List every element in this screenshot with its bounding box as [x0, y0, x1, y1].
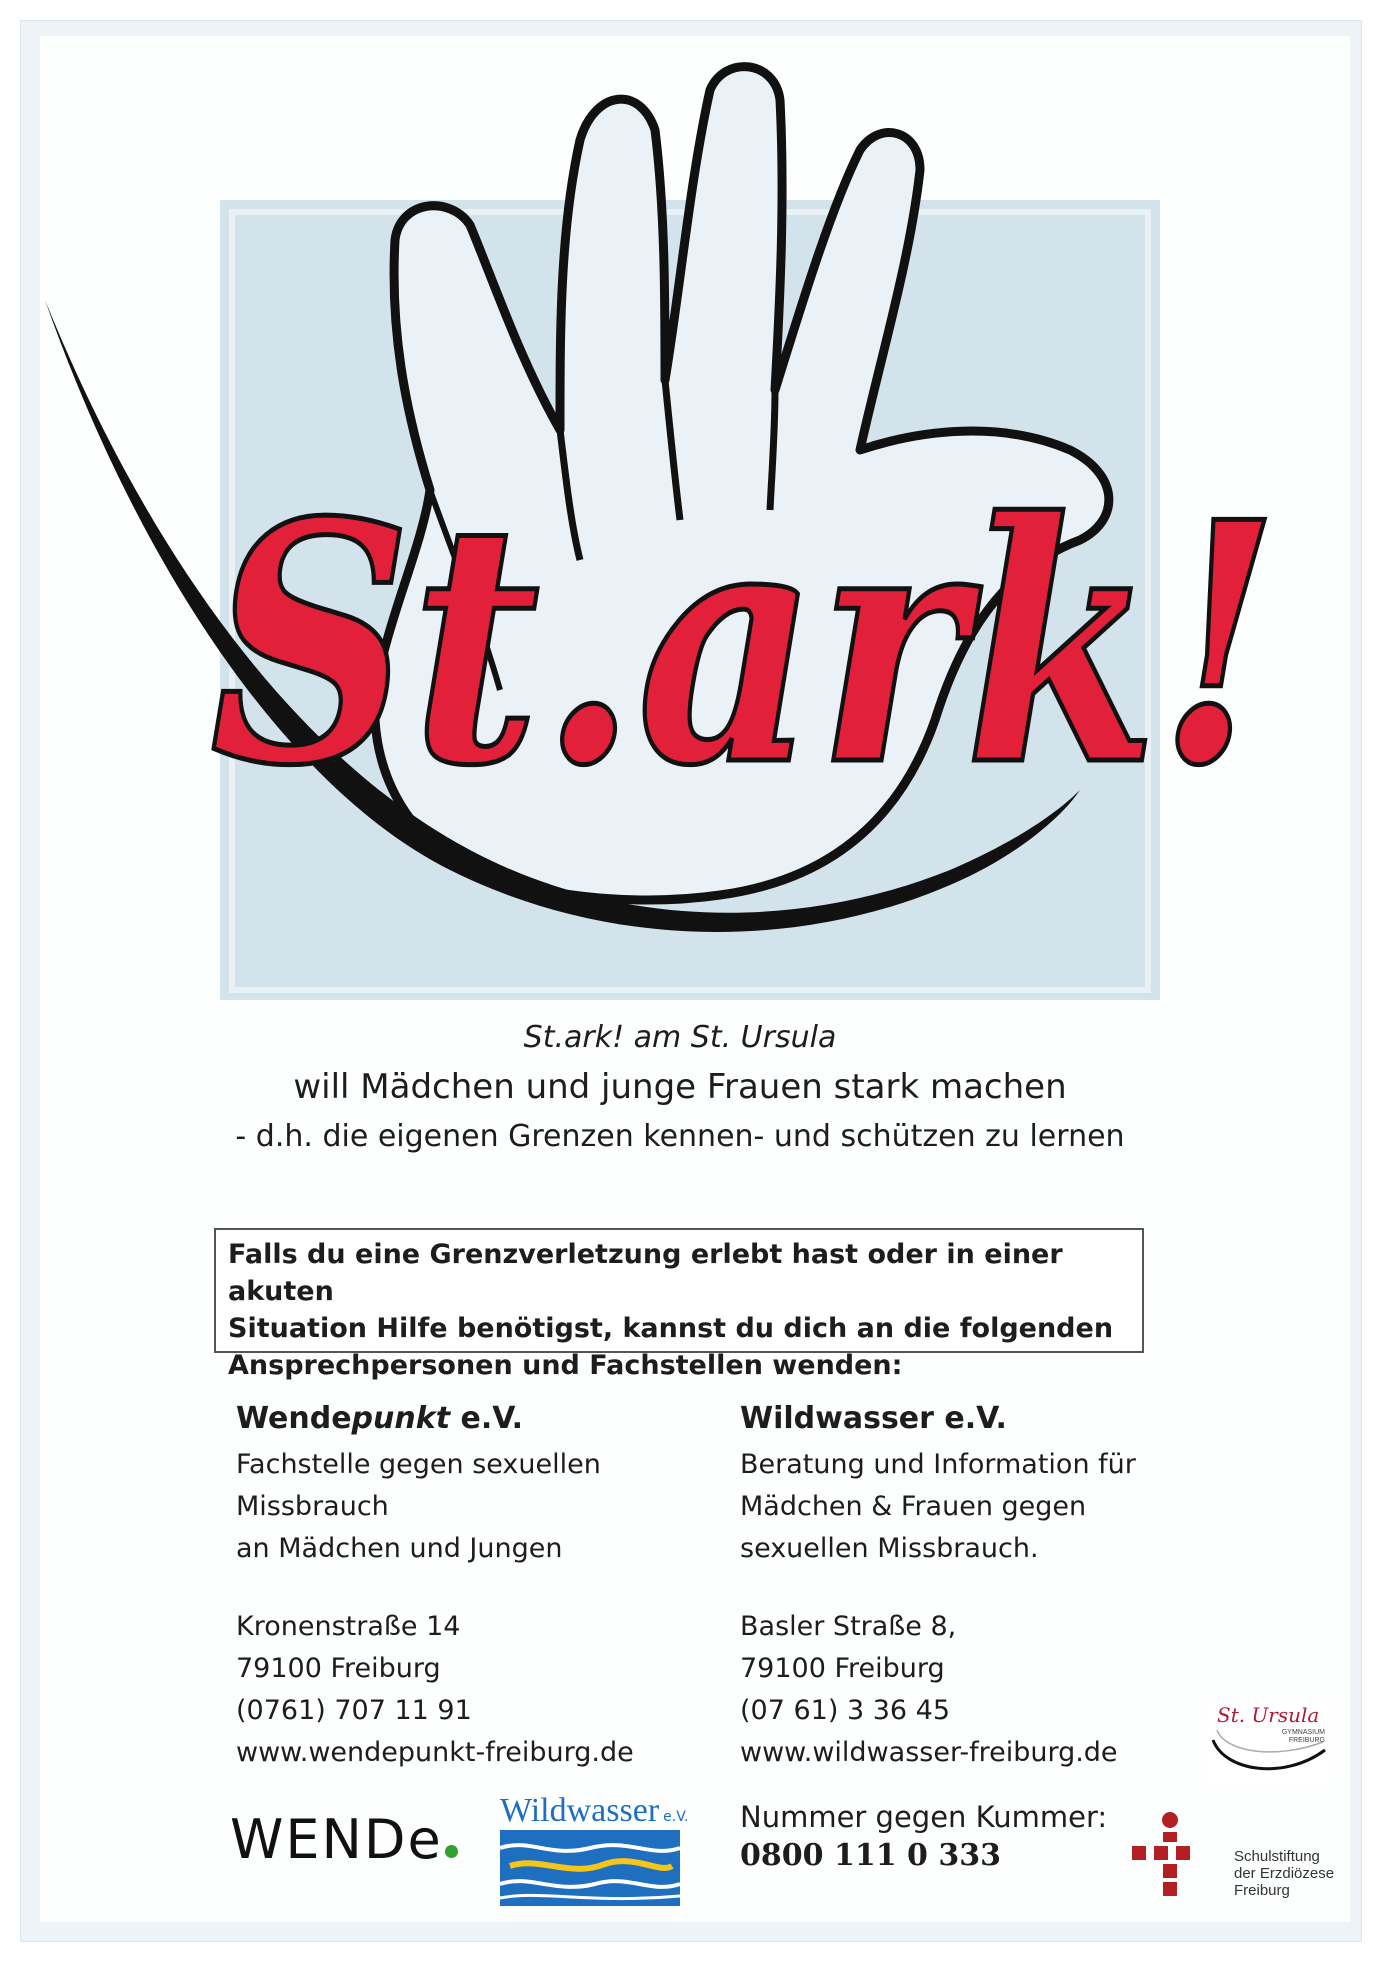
wildwasser-waves-icon [500, 1830, 680, 1906]
wendepunkt-website-link[interactable]: www.wendepunkt-freiburg.de [236, 1737, 634, 1768]
kummer-label: Nummer gegen Kummer: [740, 1800, 1108, 1834]
wendepunkt-desc-1: Fachstelle gegen sexuellen [236, 1449, 601, 1480]
notice-line-2: Situation Hilfe benötigst, kannst du dich an die folgenden [228, 1313, 1114, 1344]
wildwasser-city: 79100 Freiburg [740, 1653, 945, 1684]
wende-logo-text: WENDe [230, 1808, 443, 1871]
intro-line-3: - d.h. die eigenen Grenzen kennen- und schützen zu lernen [235, 1119, 1125, 1154]
kummer-number: 0800 111 0 333 [740, 1838, 1001, 1873]
notice-line-1: Falls du eine Grenzverletzung erlebt hast oder in einer akuten [228, 1239, 1063, 1307]
notice-line-3: Ansprechpersonen und Fachstellen wenden: [228, 1350, 903, 1381]
intro-line-2: will Mädchen und junge Frauen stark machen [293, 1067, 1067, 1107]
contact-wildwasser [740, 1398, 1220, 1774]
wildwasser-logo-ev: e.V. [663, 1809, 689, 1825]
wendepunkt-desc-2: Missbrauch [236, 1491, 389, 1522]
wendepunkt-name: Wendepunkt e.V. [236, 1401, 523, 1436]
svg-text:St. Ursula: St. Ursula [1217, 1703, 1320, 1727]
st-ursula-emblem [1205, 1700, 1333, 1784]
intro-text [180, 1020, 1180, 1154]
wildwasser-phone: (07 61) 3 36 45 [740, 1695, 951, 1726]
schulstiftung-logo [1130, 1810, 1350, 1910]
wildwasser-desc-3: sexuellen Missbrauch. [740, 1533, 1039, 1564]
wende-logo-dot [445, 1845, 458, 1858]
stiftung-line-3: Freiburg [1234, 1882, 1290, 1899]
hero-artwork [0, 0, 1350, 1000]
cross-icon [1130, 1810, 1210, 1900]
wende-logo [230, 1808, 458, 1871]
notice-box [214, 1228, 1144, 1381]
stark-lettering: St.ark! [210, 450, 1280, 838]
nummer-gegen-kummer [740, 1800, 1107, 1873]
intro-line-1: St.ark! am St. Ursula [523, 1020, 837, 1055]
schulstiftung-text [1234, 1848, 1334, 1899]
wildwasser-logo-title: Wildwasser [500, 1792, 660, 1829]
wendepunkt-city: 79100 Freiburg [236, 1653, 441, 1684]
wendepunkt-desc-3: an Mädchen und Jungen [236, 1533, 563, 1564]
wildwasser-desc-1: Beratung und Information für [740, 1449, 1136, 1480]
wildwasser-name: Wildwasser e.V. [740, 1401, 1007, 1436]
wildwasser-street: Basler Straße 8, [740, 1611, 957, 1642]
wildwasser-desc-2: Mädchen & Frauen gegen [740, 1491, 1087, 1522]
svg-text:GYMNASIUM: GYMNASIUM [1281, 1729, 1325, 1736]
wendepunkt-street: Kronenstraße 14 [236, 1611, 461, 1642]
wildwasser-website-link[interactable]: www.wildwasser-freiburg.de [740, 1737, 1118, 1768]
wildwasser-logo [500, 1792, 689, 1912]
stiftung-line-2: der Erzdiözese [1234, 1865, 1335, 1882]
st-ursula-logo [1205, 1700, 1333, 1784]
contact-wendepunkt [236, 1398, 686, 1774]
wendepunkt-phone: (0761) 707 11 91 [236, 1695, 472, 1726]
stiftung-line-1: Schulstiftung [1234, 1848, 1320, 1865]
svg-text:FREIBURG: FREIBURG [1288, 1737, 1325, 1744]
